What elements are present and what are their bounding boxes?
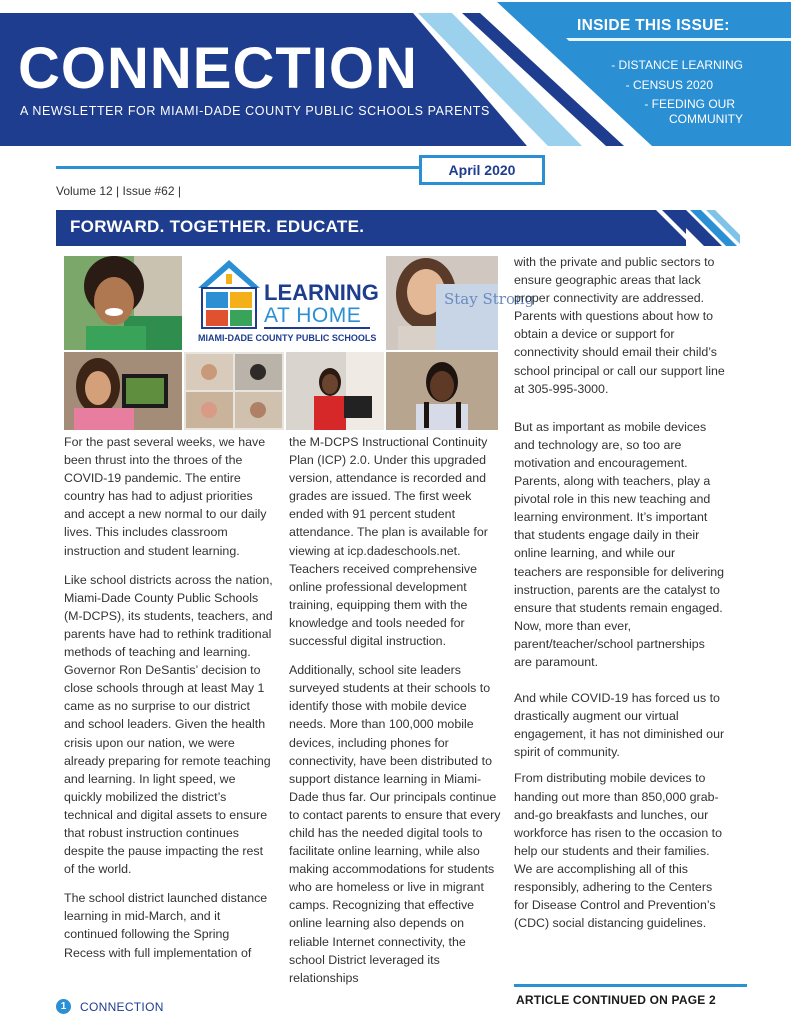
logo-line1: LEARNING xyxy=(264,280,379,305)
article-paragraph: Additionally, school site leaders surveyed students at their schools to identify those with mobile device needs. More than 100,000 mobile devices, including phones for connectivity, have been distributed to support distance learning in Miami-Dade thus far. Our principals continue to contact parents to ensure that every child has the needed digital tools to facilitate online learning, while also making accommodations for students who are homeless or live in migrant camps. Recognizing that effective online learning also depends on reliable Internet connectivity, the school District leveraged its relationships xyxy=(289,663,501,985)
logo-line2: AT HOME xyxy=(264,304,362,327)
logo-divider xyxy=(264,327,370,329)
volume-issue: Volume 12 | Issue #62 | xyxy=(56,184,181,198)
logo-line3: MIAMI-DADE COUNTY PUBLIC SCHOOLS xyxy=(198,333,377,343)
footer-newsletter-name: CONNECTION xyxy=(80,1000,164,1014)
continued-notice[interactable]: ARTICLE CONTINUED ON PAGE 2 xyxy=(516,993,716,1007)
sign-text: Stay Strong xyxy=(444,290,535,308)
photo-girl-stay-strong-sign xyxy=(386,256,535,350)
inside-item-distance-learning[interactable]: - DISTANCE LEARNING xyxy=(611,58,743,72)
newsletter-title: CONNECTION xyxy=(18,36,418,101)
article-paragraph: From distributing mobile devices to handing out more than 850,000 grab-and-go breakfasts and lunches, our workforce has risen to the occasion to help our students and their families. We are accomplishing all of this responsibly, adhering to the Centers for Disease Control and Prevention’s (CDC) social distancing guidelines. xyxy=(514,771,722,931)
photo-boy-smiling xyxy=(64,256,182,350)
article-paragraph: And while COVID-19 has forced us to drastically augment our virtual engagement, it has not diminished our spirit of community. xyxy=(514,691,725,760)
article-column-2 xyxy=(289,433,505,998)
inside-item-community[interactable]: COMMUNITY xyxy=(669,111,743,126)
footer-divider xyxy=(514,984,747,987)
article-paragraph: For the past several weeks, we have been thrust into the throes of the COVID-19 pandemic. The entire country has had to adjust priorities and accept a new normal to our daily lives. This includes classroom instruction and student learning. xyxy=(64,435,267,558)
article-column-3 xyxy=(514,253,726,943)
article-paragraph: the M-DCPS Instructional Continuity Plan (ICP) 2.0. Under this upgraded version, attendance is recorded and grades are issued. The first week ended with 91 percent student attendance. The plan is available for viewing at icp.dadeschools.net. Teachers received comprehensive online professional development training, equipping them with the knowledge and tools needed for successful digital instruction. xyxy=(289,435,488,649)
article-paragraph: But as important as mobile devices and technology are, so too are motivation and encouragement. Parents, along with teachers, play a pivotal role in this new teaching and learning environment. It’s important that students engage daily in their online learning, and while our teachers are responsible for delivering instruction, parents are the catalyst to ensure that students remain engaged. Now, more than ever, parent/teacher/school partnerships are paramount. xyxy=(514,419,725,669)
photo-video-call xyxy=(184,352,284,430)
photo-girl-laptop xyxy=(64,352,182,430)
page-number: 1 xyxy=(56,999,71,1014)
article-paragraph: with the private and public sectors to ensure geographic areas that lack proper connectivity are addressed. Parents with questions about how to obtain a device or support for connectivity should email their child’s school principal or call our support line at 305-995-3000. xyxy=(514,255,725,396)
inside-item-feeding[interactable]: - FEEDING OUR xyxy=(644,97,735,111)
inside-issue-list xyxy=(611,56,743,129)
article-paragraph: Like school districts across the nation, Miami-Dade County Public Schools (M-DCPS), its students, teachers, and parents have had to rethink traditional methods of teaching and learning. Governor Ron DeSantis’ decision to close schools through at least May 1 came as no surprise to our district and school leaders. Given the health crisis upon our nation, we were already preparing for remote teaching and learning. In light speed, we quickly mobilized the district’s technical and digital assets to ensure that robust instruction continues despite the pause impacting the rest of the world. xyxy=(64,572,273,877)
article-paragraph: The school district launched distance learning in mid-March, and it continued following the Spring Recess with full implementation of xyxy=(64,891,268,960)
photo-teacher-computer xyxy=(286,352,384,430)
date-divider xyxy=(56,166,420,169)
issue-date: April 2020 xyxy=(419,155,545,185)
article-column-1 xyxy=(64,433,274,973)
photo-girl-braids xyxy=(386,352,498,430)
section-title: FORWARD. TOGETHER. EDUCATE. xyxy=(70,217,365,236)
inside-issue-heading: INSIDE THIS ISSUE: xyxy=(577,17,730,34)
learning-at-home-logo xyxy=(184,256,382,350)
newsletter-subtitle: A NEWSLETTER FOR MIAMI-DADE COUNTY PUBLIC SCHOOLS PARENTS xyxy=(20,104,490,118)
inside-item-census[interactable]: - CENSUS 2020 xyxy=(625,77,713,92)
